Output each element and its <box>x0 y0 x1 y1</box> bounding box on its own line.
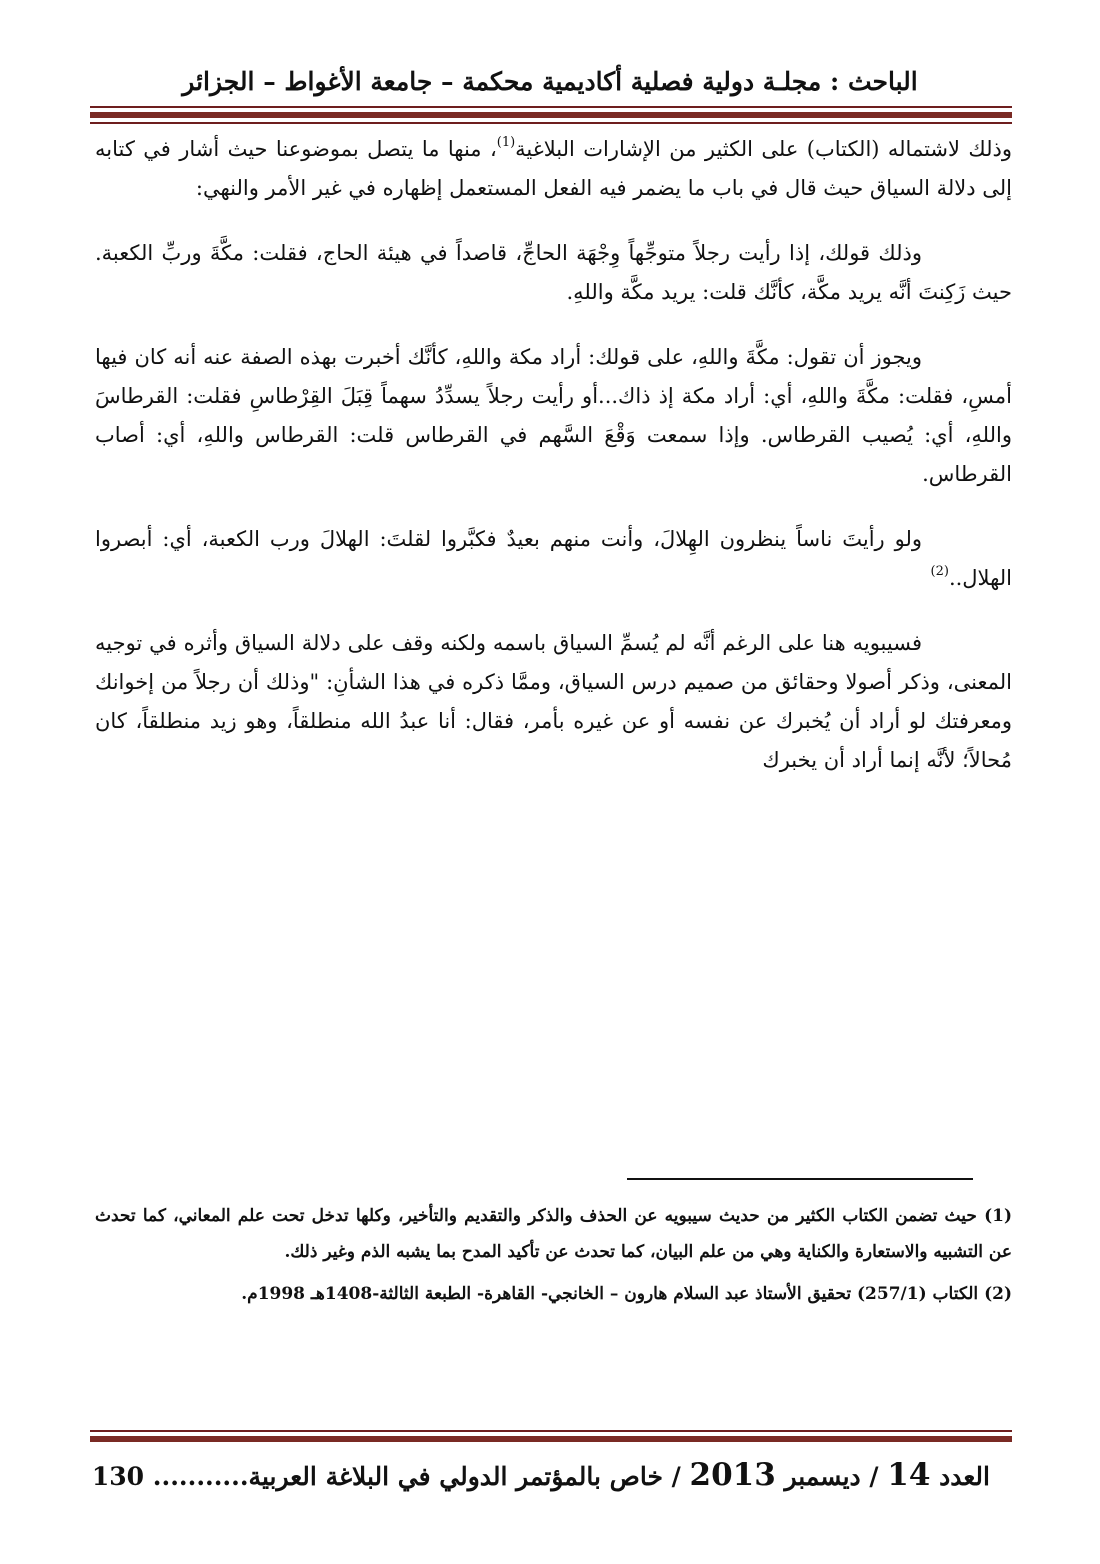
paragraph-4-text: ولو رأيتَ ناساً ينظرون الهِلالَ، وأنت منهم بعيدٌ فكبَّروا لقلتَ: الهلالَ ورب الكعبة، أي: أبصروا الهلال.. <box>95 527 1012 590</box>
footer-issue-label: العدد <box>939 1462 990 1491</box>
header-rule-lower <box>90 122 1012 124</box>
paragraph-1-end: ، منها ما يتصل بموضوعنا حيث أشار في كتابه إلى دلالة السياق حيث قال في باب ما يضمر فيه الفعل المستعمل إظهاره في غير الأمر والنهي: <box>95 137 1012 200</box>
footer-month: / ديسمبر <box>784 1462 879 1491</box>
quote-paragraph-4 <box>95 520 1012 598</box>
paragraph-1 <box>95 130 1012 208</box>
header-rule-thin <box>90 106 1012 108</box>
journal-header-title: الباحث : مجلـة دولية فصلية أكاديمية محكمة – جامعة الأغواط – الجزائر <box>182 67 918 96</box>
footer-issue-number: 14 <box>887 1457 931 1493</box>
footnote-separator <box>627 1178 973 1180</box>
footnote-ref-2[interactable]: (2) <box>930 564 949 579</box>
footer-special-issue: / خاص بالمؤتمر الدولي في البلاغة العربية........... <box>152 1462 681 1491</box>
paragraph-5: فسيبويه هنا على الرغم أنَّه لم يُسمِّ السياق باسمه ولكنه وقف على دلالة السياق وأثره في توجيه المعنى، وذكر أصولا وحقائق من صميم درس السياق، وممَّا ذكره في هذا الشأنِ: "وذلك أن رجلاً من إخوانك ومعرفتك لو أراد أن يُخبرك عن نفسه أو عن غيره بأمر، فقال: أنا عبدُ الله منطلقاً، وهو زيد منطلقاً، كان مُحالاً؛ لأنَّه إنما أراد أن يخبرك <box>95 631 1012 772</box>
footer-rule-thick <box>90 1436 1012 1442</box>
paragraph-1-start: وذلك لاشتماله (الكتاب) على الكثير من الإشارات البلاغية <box>515 137 1012 161</box>
footnotes <box>95 1198 1012 1318</box>
footer-rule-thin <box>90 1430 1012 1432</box>
quote-paragraph-2: وذلك قولك، إذا رأيت رجلاً متوجِّهاً وِجْهَة الحاجِّ، قاصداً في هيئة الحاج، فقلت: مكَّةَ وربِّ الكعبة. حيث زَكِنتَ أنَّه يريد مكَّة، كأنَّك قلت: يريد مكَّة واللهِ. <box>95 241 1012 304</box>
quote-paragraph-3: ويجوز أن تقول: مكَّةَ واللهِ، على قولك: أراد مكة واللهِ، كأنَّك أخبرت بهذه الصفة عنه أنه كان فيها أمسِ، فقلت: مكَّةَ واللهِ، أي: أراد مكة إذ ذاك...أو رأيت رجلاً يسدِّدُ سهماً قِبَلَ القِرْطاسِ فقلت: القرطاسَ واللهِ، أي: يُصيب القرطاس. وإذا سمعت وَقْعَ السَّهم في القرطاس قلت: القرطاس واللهِ، أي: أصاب القرطاس. <box>95 345 1012 486</box>
article-body <box>95 130 1012 780</box>
journal-footer <box>91 1450 990 1500</box>
header-rule-thick <box>90 112 1012 118</box>
footnote-ref-1[interactable]: (1) <box>496 135 516 150</box>
page-number: 130 <box>91 1462 145 1491</box>
footer-year: 2013 <box>689 1457 776 1493</box>
footnote-1: (1) حيث تضمن الكتاب الكثير من حديث سيبويه عن الحذف والذكر والتقديم والتأخير، وكلها تدخل تحت علم المعاني، كما تحدث عن التشبيه والاستعارة والكناية وهي من علم البيان، كما تحدث عن تأكيد المدح بما يشبه الذم وغير ذلك. <box>95 1206 1012 1262</box>
footnote-2: (2) الكتاب (257/1) تحقيق الأستاذ عبد السلام هارون – الخانجي- القاهرة- الطبعة الثالثة-1408هـ 1998م. <box>241 1284 1012 1304</box>
